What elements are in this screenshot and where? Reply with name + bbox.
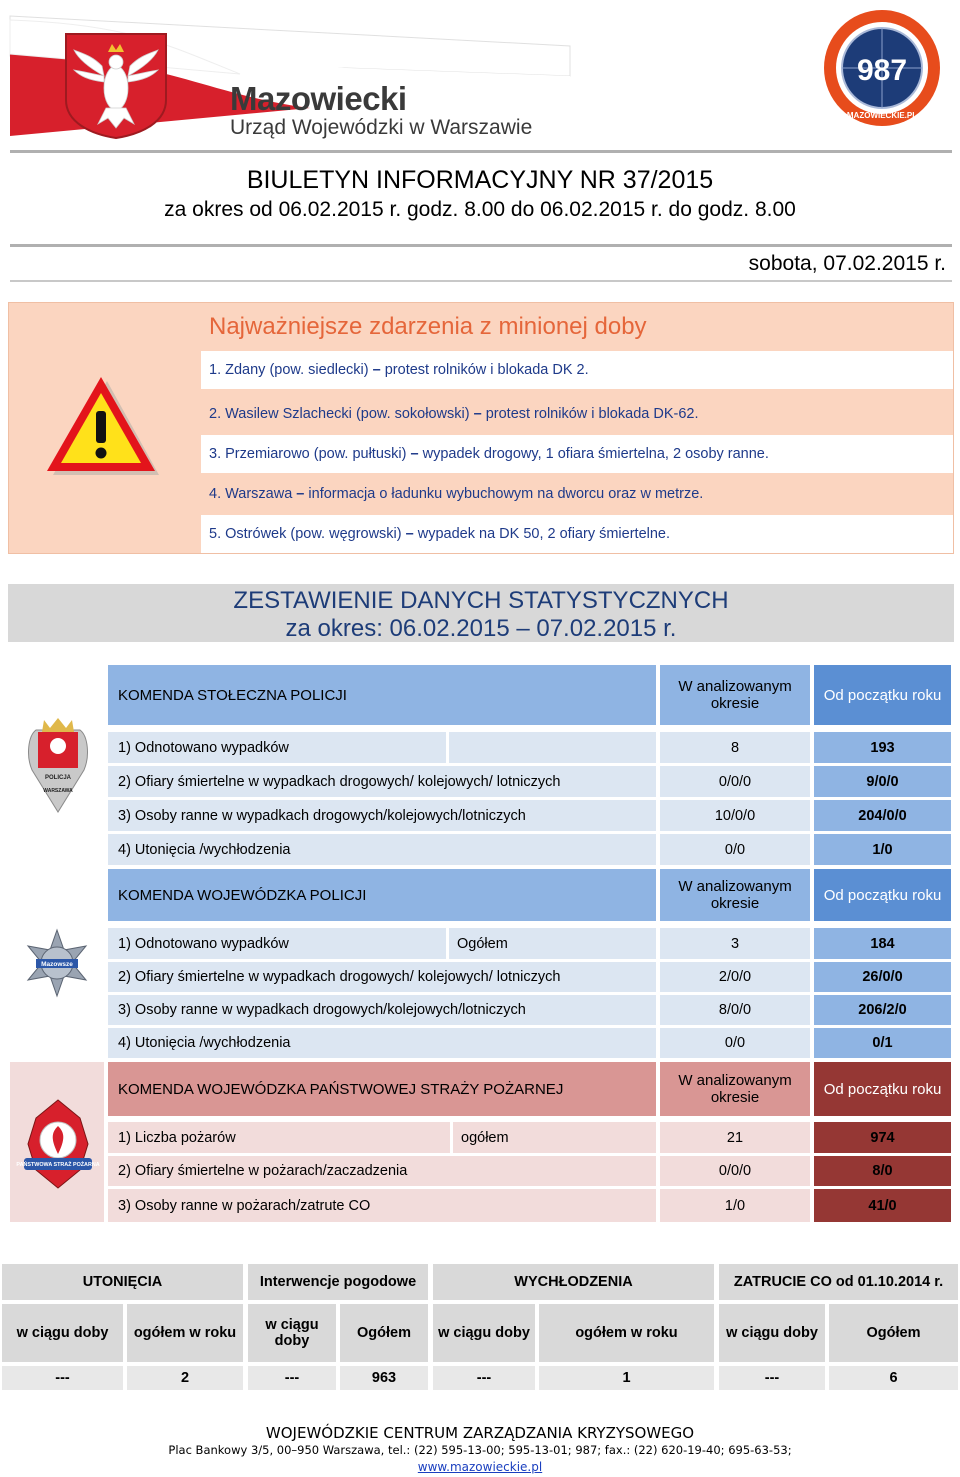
psp-col-ytd: Od początku roku bbox=[814, 1062, 951, 1116]
fire-service-emblem-icon bbox=[16, 1098, 100, 1190]
psp-row-ytd: 41/0 bbox=[814, 1189, 951, 1222]
ksp-row-period: 10/0/0 bbox=[660, 800, 810, 831]
summary-subheader: w ciągu doby bbox=[2, 1304, 123, 1362]
ksp-col-period: W analizowanym okresie bbox=[660, 665, 810, 725]
summary-value: --- bbox=[248, 1366, 336, 1390]
psp-row-period: 21 bbox=[660, 1122, 810, 1153]
ksp-row-period: 0/0/0 bbox=[660, 766, 810, 797]
ksp-row-label: 3) Osoby ranne w wypadkach drogowych/kolejowych/lotniczych bbox=[108, 800, 656, 831]
logo-title: Mazowiecki bbox=[230, 80, 407, 117]
psp-col-period: W analizowanym okresie bbox=[660, 1062, 810, 1116]
ksp-row-label: 1) Odnotowano wypadków bbox=[108, 732, 446, 763]
summary-group-header: UTONIĘCIA bbox=[2, 1264, 243, 1300]
summary-value: 1 bbox=[539, 1366, 714, 1390]
statistics-period: za okres: 06.02.2015 – 07.02.2015 r. bbox=[285, 615, 677, 642]
psp-row-sub: ogółem bbox=[453, 1122, 656, 1153]
summary-value: 963 bbox=[340, 1366, 428, 1390]
event-item: 4. Warszawa – informacja o ładunku wybuchowym na dworcu oraz w metrze. bbox=[209, 486, 704, 502]
kwp-row-ytd: 26/0/0 bbox=[814, 962, 951, 992]
kwp-row-period: 0/0 bbox=[660, 1028, 810, 1058]
kwp-row-ytd: 184 bbox=[814, 928, 951, 959]
ksp-emblem-text-top: POLICJA bbox=[44, 775, 72, 781]
summary-group-header: WYCHŁODZENIA bbox=[433, 1264, 714, 1300]
summary-value: --- bbox=[2, 1366, 123, 1390]
event-item: 3. Przemiarowo (pow. pułtuski) – wypadek drogowy, 1 ofiara śmiertelna, 2 osoby ranne. bbox=[201, 435, 953, 473]
statistics-title: ZESTAWIENIE DANYCH STATYSTYCZNYCH bbox=[233, 587, 729, 614]
kwp-row-ytd: 206/2/0 bbox=[814, 995, 951, 1025]
psp-name: KOMENDA WOJEWÓDZKA PAŃSTWOWEJ STRAŻY POŻARNEJ bbox=[108, 1062, 656, 1116]
summary-subheader: w ciągu doby bbox=[433, 1304, 535, 1362]
ksp-row-period: 0/0 bbox=[660, 834, 810, 865]
psp-row-label: 2) Ofiary śmiertelne w pożarach/zaczadzenia bbox=[108, 1156, 656, 1186]
summary-group-header: ZATRUCIE CO od 01.10.2014 r. bbox=[719, 1264, 958, 1300]
warning-triangle-icon bbox=[43, 375, 163, 479]
summary-subheader: w ciągu doby bbox=[248, 1304, 336, 1362]
ksp-row-sub bbox=[449, 732, 656, 763]
summary-value: --- bbox=[719, 1366, 825, 1390]
kwp-row-label: 2) Ofiary śmiertelne w wypadkach drogowych/ kolejowych/ lotniczych bbox=[108, 962, 656, 992]
kwp-col-period: W analizowanym okresie bbox=[660, 869, 810, 921]
warsaw-police-emblem-icon bbox=[26, 716, 90, 814]
bulletin-period: za okres od 06.02.2015 r. godz. 8.00 do 06.02.2015 r. do godz. 8.00 bbox=[164, 198, 796, 221]
ksp-row-ytd: 193 bbox=[814, 732, 951, 763]
kwp-row-ytd: 0/1 bbox=[814, 1028, 951, 1058]
987-emergency-badge-icon bbox=[812, 6, 952, 130]
footer-website-link[interactable]: www.mazowieckie.pl bbox=[417, 1460, 543, 1474]
psp-row-label: 3) Osoby ranne w pożarach/zatrute CO bbox=[108, 1189, 656, 1222]
ksp-row-ytd: 204/0/0 bbox=[814, 800, 951, 831]
event-item: 2. Wasilew Szlachecki (pow. sokołowski) – protest rolników i blokada DK-62. bbox=[209, 406, 699, 422]
ksp-row-label: 4) Utonięcia /wychłodzenia bbox=[108, 834, 656, 865]
psp-row-ytd: 974 bbox=[814, 1122, 951, 1153]
ksp-row-ytd: 9/0/0 bbox=[814, 766, 951, 797]
ksp-row-period: 8 bbox=[660, 732, 810, 763]
psp-row-period: 1/0 bbox=[660, 1189, 810, 1222]
important-events-panel bbox=[8, 302, 954, 554]
statistics-heading bbox=[8, 584, 954, 642]
summary-subheader: ogółem w roku bbox=[127, 1304, 243, 1362]
kwp-row-period: 3 bbox=[660, 928, 810, 959]
police-star-emblem-icon bbox=[22, 928, 92, 998]
page-header bbox=[0, 0, 960, 160]
ksp-row-label: 2) Ofiary śmiertelne w wypadkach drogowych/ kolejowych/ lotniczych bbox=[108, 766, 656, 797]
badge-number: 987 bbox=[856, 54, 908, 87]
summary-value: 6 bbox=[829, 1366, 958, 1390]
psp-emblem-text: PAŃSTWOWA STRAŻ POŻARNA bbox=[16, 1162, 100, 1168]
bulletin-date: sobota, 07.02.2015 r. bbox=[748, 252, 946, 275]
logo-subtitle: Urząd Wojewódzki w Warszawie bbox=[230, 116, 533, 139]
kwp-row-label: 3) Osoby ranne w wypadkach drogowych/kolejowych/lotniczych bbox=[108, 995, 656, 1025]
bulletin-title: BIULETYN INFORMACYJNY NR 37/2015 bbox=[246, 166, 714, 194]
psp-row-label: 1) Liczba pożarów bbox=[108, 1122, 450, 1153]
kwp-name: KOMENDA WOJEWÓDZKA POLICJI bbox=[108, 869, 656, 921]
kwp-row-period: 8/0/0 bbox=[660, 995, 810, 1025]
ksp-row-ytd: 1/0 bbox=[814, 834, 951, 865]
ksp-emblem-text-bottom: WARSZAWA bbox=[43, 788, 73, 794]
summary-subheader: ogółem w roku bbox=[539, 1304, 714, 1362]
white-eagle-crest-icon bbox=[62, 30, 170, 140]
kwp-row-sub: Ogółem bbox=[449, 928, 656, 959]
event-item: 5. Ostrówek (pow. węgrowski) – wypadek na DK 50, 2 ofiary śmiertelne. bbox=[201, 515, 953, 553]
kwp-row-period: 2/0/0 bbox=[660, 962, 810, 992]
kwp-row-label: 1) Odnotowano wypadków bbox=[108, 928, 446, 959]
summary-value: 2 bbox=[127, 1366, 243, 1390]
ksp-col-ytd: Od początku roku bbox=[814, 665, 951, 725]
events-heading: Najważniejsze zdarzenia z minionej doby bbox=[209, 313, 647, 340]
summary-group-header: Interwencje pogodowe bbox=[248, 1264, 428, 1300]
event-item: 1. Zdany (pow. siedlecki) – protest rolników i blokada DK 2. bbox=[201, 351, 953, 389]
date-divider bbox=[10, 244, 952, 247]
ksp-name: KOMENDA STOŁECZNA POLICJI bbox=[108, 665, 656, 725]
badge-bottom-text: MAZOWIECKIE.PL bbox=[846, 111, 918, 120]
date-divider-bottom bbox=[10, 280, 952, 282]
psp-row-period: 0/0/0 bbox=[660, 1156, 810, 1186]
footer-address: Plac Bankowy 3/5, 00–950 Warszawa, tel.: (22) 595-13-00; 595-13-01; 987; fax.: (22) 620-19-40; 695-63-53; bbox=[168, 1443, 792, 1457]
footer-organization: WOJEWÓDZKIE CENTRUM ZARZĄDZANIA KRYZYSOWEGO bbox=[265, 1424, 695, 1442]
psp-row-ytd: 8/0 bbox=[814, 1156, 951, 1186]
summary-subheader: Ogółem bbox=[340, 1304, 428, 1362]
summary-subheader: Ogółem bbox=[829, 1304, 958, 1362]
header-divider bbox=[10, 150, 952, 153]
kwp-col-ytd: Od początku roku bbox=[814, 869, 951, 921]
kwp-emblem-text: Mazowsze bbox=[41, 961, 73, 968]
summary-value: --- bbox=[433, 1366, 535, 1390]
kwp-row-label: 4) Utonięcia /wychłodzenia bbox=[108, 1028, 656, 1058]
summary-subheader: w ciągu doby bbox=[719, 1304, 825, 1362]
